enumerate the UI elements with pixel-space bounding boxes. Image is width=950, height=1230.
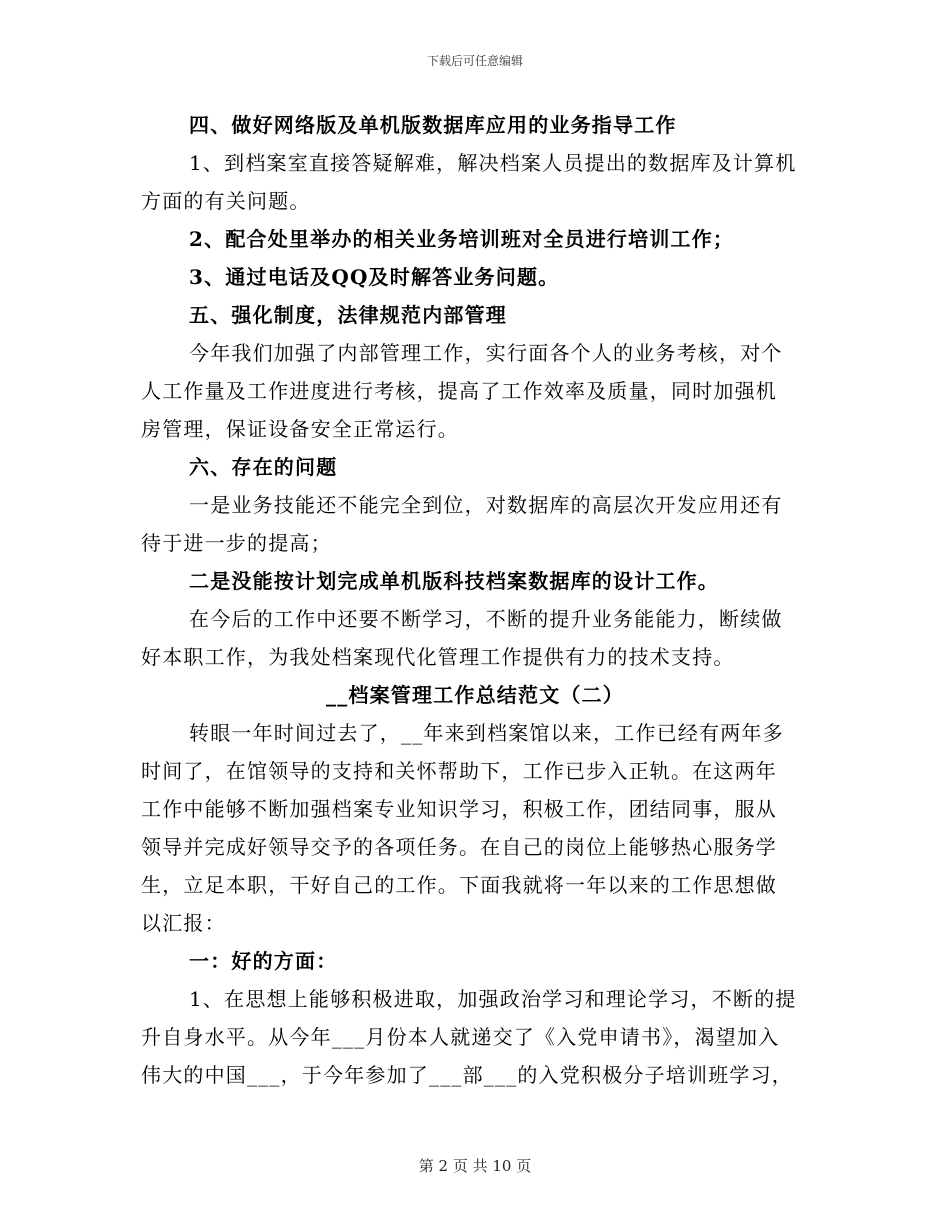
paragraph-line: 方面的有关问题。 xyxy=(141,189,311,213)
paragraph-line: 伟大的中国___，于今年参加了___部___的入党积极分子培训班学习， xyxy=(141,1063,793,1087)
heading-line: 二是没能按计划完成单机版科技档案数据库的设计工作。 xyxy=(189,569,719,593)
paragraph-line: 今年我们加强了内部管理工作，实行面各个人的业务考核，对个 xyxy=(189,341,783,365)
paragraph-line: 时间了，在馆领导的支持和关怀帮助下，工作已步入正轨。在这两年 xyxy=(141,759,777,783)
paragraph-line: 转眼一年时间过去了，__年来到档案馆以来，工作已经有两年多 xyxy=(189,721,784,745)
heading-line: 四、做好网络版及单机版数据库应用的业务指导工作 xyxy=(189,113,677,137)
heading-line: 3、通过电话及QQ及时解答业务问题。 xyxy=(189,265,560,289)
paragraph-line: 领导并完成好领导交予的各项任务。在自己的岗位上能够热心服务学 xyxy=(141,835,777,859)
paragraph-line: 工作中能够不断加强档案专业知识学习，积极工作，团结同事，服从 xyxy=(141,797,777,821)
section-title: __档案管理工作总结范文（二） xyxy=(326,683,624,707)
heading-line: 一：好的方面： xyxy=(189,949,338,973)
heading-line: 六、存在的问题 xyxy=(189,455,338,479)
paragraph-line: 房管理，保证设备安全正常运行。 xyxy=(141,417,459,441)
page-number: 第 2 页 共 10 页 xyxy=(418,1157,532,1175)
paragraph-line: 升自身水平。从今年___月份本人就递交了《入党申请书》，渴望加入 xyxy=(141,1025,780,1049)
heading-line: 五、强化制度，法律规范内部管理 xyxy=(189,303,507,327)
paragraph-line: 人工作量及工作进度进行考核，提高了工作效率及质量，同时加强机 xyxy=(141,379,777,403)
heading-line: 2、配合处里举办的相关业务培训班对全员进行培训工作； xyxy=(189,227,735,251)
paragraph-line: 1、在思想上能够积极进取，加强政治学习和理论学习，不断的提 xyxy=(189,987,797,1011)
paragraph-line: 在今后的工作中还要不断学习，不断的提升业务能能力，断续做 xyxy=(189,607,783,631)
page-header-note: 下载后可任意编辑 xyxy=(426,54,523,68)
paragraph-line: 待于进一步的提高； xyxy=(141,531,332,555)
paragraph-line: 好本职工作，为我处档案现代化管理工作提供有力的技术支持。 xyxy=(141,645,735,669)
paragraph-line: 生，立足本职，干好自己的工作。下面我就将一年以来的工作思想做 xyxy=(141,873,777,897)
paragraph-line: 一是业务技能还不能完全到位，对数据库的高层次开发应用还有 xyxy=(189,493,783,517)
paragraph-line: 1、到档案室直接答疑解难，解决档案人员提出的数据库及计算机 xyxy=(189,151,797,175)
document-body xyxy=(141,106,809,1094)
paragraph-line: 以汇报： xyxy=(141,911,226,935)
